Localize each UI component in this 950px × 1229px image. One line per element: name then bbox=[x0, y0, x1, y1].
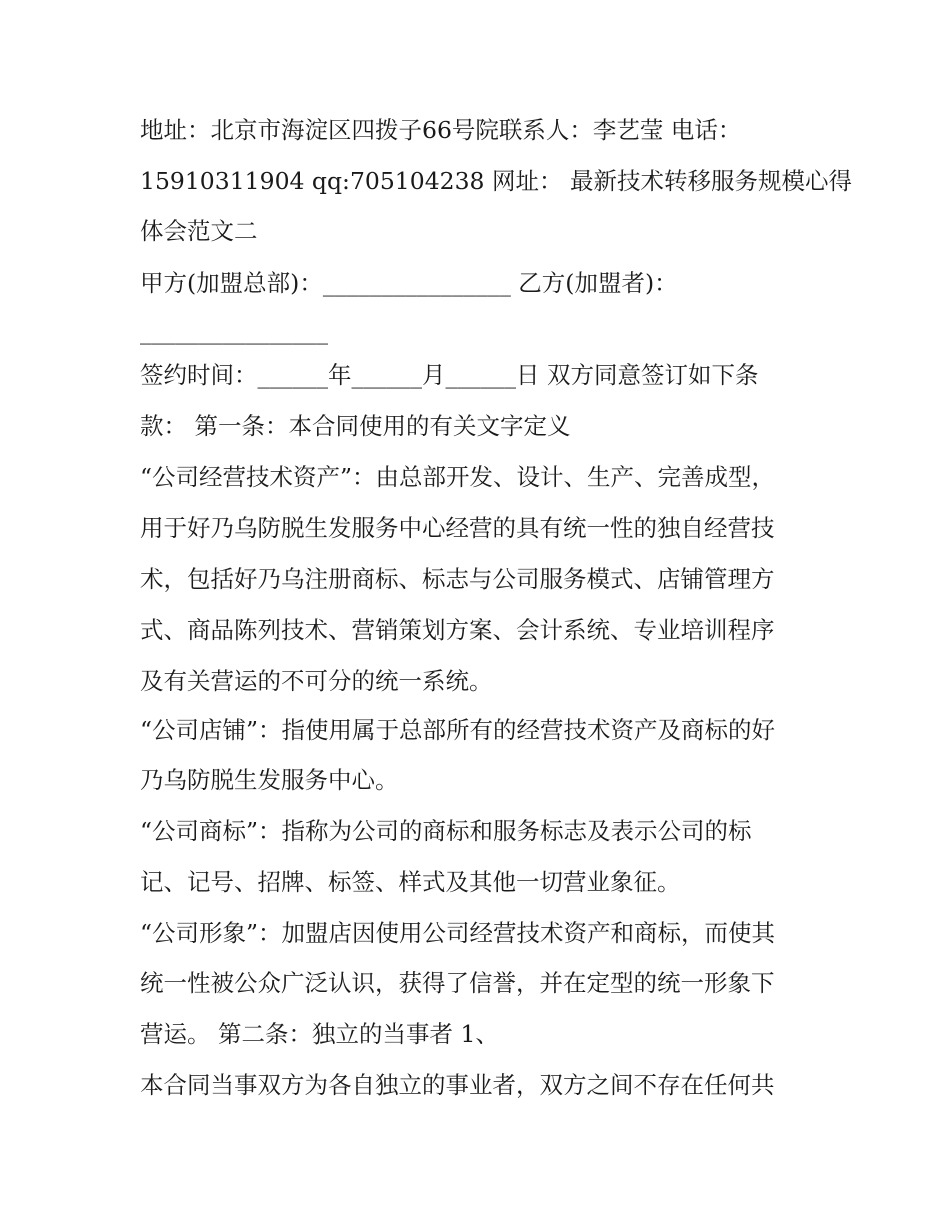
text-line: ________________ bbox=[140, 317, 328, 345]
text-line: 甲方(加盟总部)：________________ 乙方(加盟者)： bbox=[140, 269, 678, 297]
text-line: 记、记号、招牌、标签、样式及其他一切营业象征。 bbox=[140, 868, 681, 896]
text-line: “公司店铺”：指使用属于总部所有的经营技术资产及商标的好 bbox=[140, 716, 776, 744]
text-line: 营运。 第二条：独立的当事者 1、 bbox=[140, 1020, 499, 1048]
text-line: 及有关营运的不可分的统一系统。 bbox=[140, 667, 493, 695]
text-line: 体会范文二 bbox=[140, 217, 258, 245]
text-line: 式、商品陈列技术、营销策划方案、会计系统、专业培训程序 bbox=[140, 616, 775, 644]
text-line: “公司形象”：加盟店因使用公司经营技术资产和商标，而使其 bbox=[140, 919, 776, 947]
text-line: 用于好乃乌防脱生发服务中心经营的具有统一性的独自经营技 bbox=[140, 514, 775, 542]
text-line: “公司商标”：指称为公司的商标和服务标志及表示公司的标 bbox=[140, 817, 752, 845]
text-line: 术，包括好乃乌注册商标、标志与公司服务模式、店铺管理方 bbox=[140, 565, 775, 593]
text-line: 签约时间：______年______月______日 双方同意签订如下条 bbox=[140, 361, 759, 389]
text-line: 款： 第一条：本合同使用的有关文字定义 bbox=[140, 412, 571, 440]
text-line: 地址：北京市海淀区四拨子66号院联系人：李艺莹 电话： bbox=[140, 116, 742, 144]
text-line: 本合同当事双方为各自独立的事业者，双方之间不存在任何共 bbox=[140, 1071, 775, 1099]
text-line: 乃乌防脱生发服务中心。 bbox=[140, 766, 399, 794]
text-line: 统一性被公众广泛认识，获得了信誉，并在定型的统一形象下 bbox=[140, 969, 775, 997]
text-line: 15910311904 qq:705104238 网址： 最新技术转移服务规模心得 bbox=[140, 167, 852, 195]
text-line: “公司经营技术资产”：由总部开发、设计、生产、完善成型， bbox=[140, 463, 776, 491]
